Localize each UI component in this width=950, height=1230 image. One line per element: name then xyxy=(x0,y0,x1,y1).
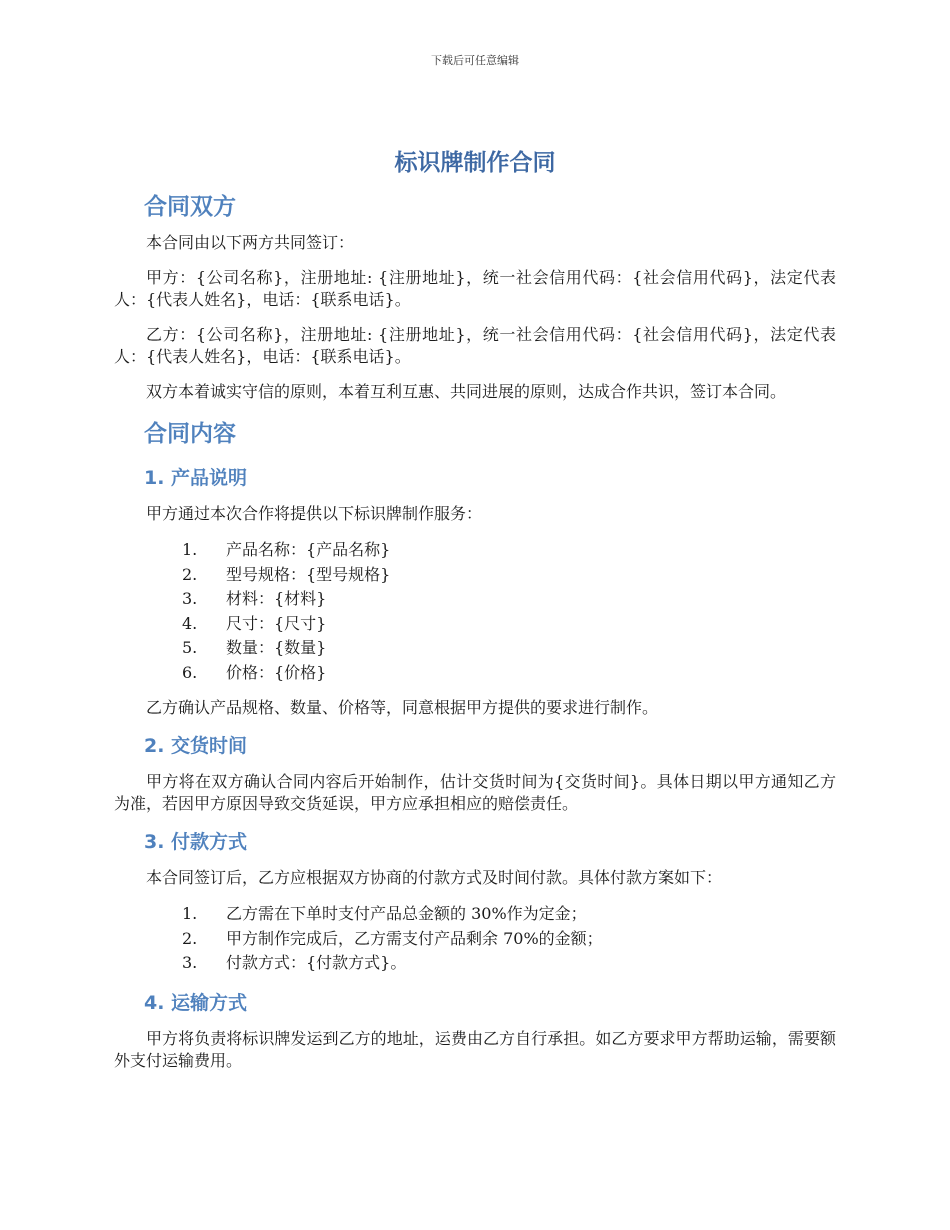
list-text: 乙方需在下单时支付产品总金额的 30%作为定金； xyxy=(226,904,587,923)
subsection-heading-product: 1. 产品说明 xyxy=(144,467,248,489)
list-number: 6. xyxy=(182,662,198,682)
list-text: 甲方制作完成后，乙方需支付产品剩余 70%的金额； xyxy=(226,928,603,948)
list-number: 1. xyxy=(182,540,198,559)
parties-intro: 本合同由以下两方共同签订： xyxy=(146,233,355,252)
list-number: 5. xyxy=(182,638,198,657)
list-item xyxy=(182,587,836,612)
list-text: 产品名称：{产品名称} xyxy=(226,540,391,559)
list-number: 3. xyxy=(182,589,198,608)
payment-intro: 本合同签订后，乙方应根据双方协商的付款方式及时间付款。具体付款方案如下： xyxy=(146,868,723,887)
list-item xyxy=(182,951,836,976)
product-list xyxy=(114,538,836,685)
delivery-paragraph: 甲方将在双方确认合同内容后开始制作，估计交货时间为{交货时间}。具体日期以甲方通知乙方为准，若因甲方原因导致交货延误，甲方应承担相应的赔偿责任。 xyxy=(114,772,836,813)
section-heading-parties: 合同双方 xyxy=(144,194,236,220)
subsection-heading-delivery: 2. 交货时间 xyxy=(144,735,248,757)
list-item xyxy=(182,612,836,637)
list-item xyxy=(182,902,836,927)
list-number: 2. xyxy=(182,564,198,584)
subsection-heading-shipping: 4. 运输方式 xyxy=(144,991,248,1014)
payment-list xyxy=(114,902,836,976)
list-number: 4. xyxy=(182,613,198,633)
list-item xyxy=(182,563,836,588)
party-b-paragraph: 乙方：{公司名称}，注册地址: {注册地址}，统一社会信用代码：{社会信用代码}，法定代表人：{代表人姓名}，电话：{联系电话}。 xyxy=(114,325,836,366)
list-text: 型号规格：{型号规格} xyxy=(226,564,391,584)
list-number: 1. xyxy=(182,904,198,923)
subsection-heading-payment: 3. 付款方式 xyxy=(144,831,248,853)
shipping-paragraph: 甲方将负责将标识牌发运到乙方的地址，运费由乙方自行承担。如乙方要求甲方帮助运输，需要额外支付运输费用。 xyxy=(114,1028,836,1070)
list-item xyxy=(182,636,836,661)
list-item xyxy=(182,538,836,563)
product-confirm: 乙方确认产品规格、数量、价格等，同意根据甲方提供的要求进行制作。 xyxy=(146,698,659,717)
list-text: 付款方式：{付款方式}。 xyxy=(226,953,407,972)
list-number: 3. xyxy=(182,953,198,972)
principle-paragraph: 双方本着诚实守信的原则，本着互利互惠、共同进展的原则，达成合作共识，签订本合同。 xyxy=(146,382,787,401)
list-item xyxy=(182,927,836,952)
top-note: 下载后可任意编辑 xyxy=(431,54,519,67)
product-intro: 甲方通过本次合作将提供以下标识牌制作服务： xyxy=(146,504,483,523)
list-text: 尺寸：{尺寸} xyxy=(226,613,327,633)
party-a-paragraph: 甲方：{公司名称}，注册地址: {注册地址}，统一社会信用代码：{社会信用代码}，法定代表人：{代表人姓名}，电话：{联系电话}。 xyxy=(114,268,836,309)
section-heading-content: 合同内容 xyxy=(144,421,236,447)
document-title: 标识牌制作合同 xyxy=(394,150,556,176)
list-number: 2. xyxy=(182,928,198,948)
list-text: 数量：{数量} xyxy=(226,638,327,657)
list-item xyxy=(182,661,836,686)
list-text: 价格：{价格} xyxy=(226,662,327,682)
list-text: 材料：{材料} xyxy=(226,589,327,608)
